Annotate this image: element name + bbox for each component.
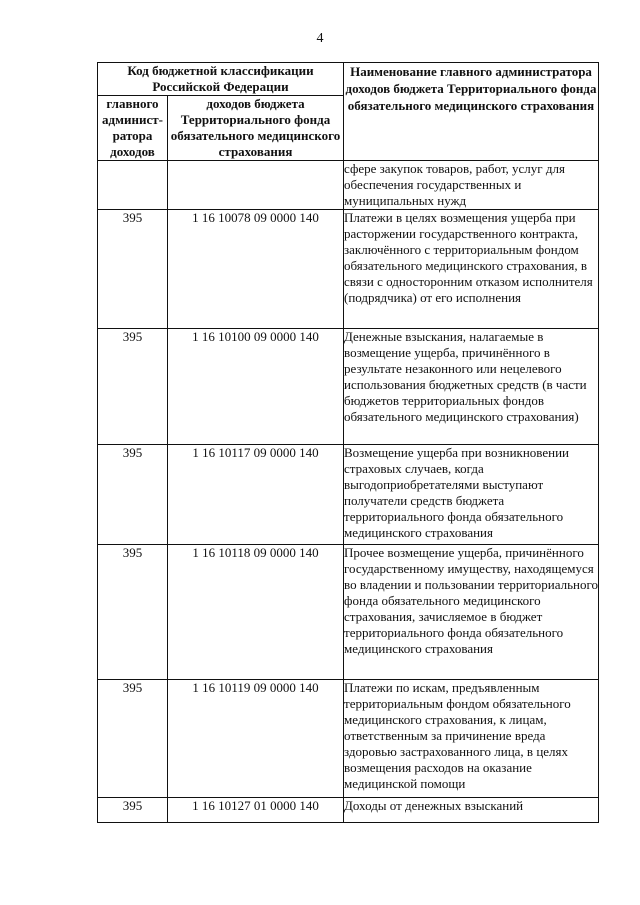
revenue-name-cell: Платежи в целях возмещения ущерба при расторжении государственного контракта, заключённого с территориальным фондом обязательного медицинского страхования, в связи с односторонним отказом исполнителя (подрядчика) от его исполнения [344, 210, 599, 329]
table-row [98, 445, 599, 545]
table-row [98, 798, 599, 823]
header-budget-code-group: Код бюджетной классификации Российской Федерации [98, 63, 344, 96]
admin-code-cell [98, 161, 168, 210]
revenue-name-cell: сфере закупок товаров, работ, услуг для обеспечения государственных и муниципальных нужд [344, 161, 599, 210]
admin-code-cell: 395 [98, 210, 168, 329]
admin-code-cell: 395 [98, 545, 168, 680]
revenue-name-cell: Доходы от денежных взысканий [344, 798, 599, 823]
header-main-administrator: главного админист-ратора доходов [98, 96, 168, 161]
revenue-code-cell: 1 16 10119 09 0000 140 [168, 680, 344, 798]
revenue-code-cell: 1 16 10127 01 0000 140 [168, 798, 344, 823]
admin-code-cell: 395 [98, 445, 168, 545]
table-row [98, 545, 599, 680]
table-row [98, 329, 599, 445]
admin-code-cell: 395 [98, 680, 168, 798]
revenue-code-cell [168, 161, 344, 210]
revenue-code-cell: 1 16 10118 09 0000 140 [168, 545, 344, 680]
revenue-name-cell: Возмещение ущерба при возникновении страховых случаев, когда выгодоприобретателями выступают получатели средств бюджета территориального фонда обязательного медицинского страхования [344, 445, 599, 545]
revenue-name-cell: Денежные взыскания, налагаемые в возмещение ущерба, причинённого в результате незаконного или нецелевого использования бюджетных средств (в части бюджетов территориальных фондов обязательного медицинского страхования) [344, 329, 599, 445]
page-number: 4 [316, 31, 324, 46]
table-row [98, 161, 599, 210]
revenue-name-cell: Прочее возмещение ущерба, причинённого государственному имуществу, находящемуся во владении и пользовании территориального фонда обязательного медицинского страхования, зачисляемое в бюджет территориального фонда обязательного медицинского страхования [344, 545, 599, 680]
revenue-code-cell: 1 16 10117 09 0000 140 [168, 445, 344, 545]
revenue-name-cell: Платежи по искам, предъявленным территориальным фондом обязательного медицинского страхования, к лицам, ответственным за причинение вреда здоровью застрахованного лица, в целях возмещения расходов на оказание медицинской помощи [344, 680, 599, 798]
revenue-code-cell: 1 16 10100 09 0000 140 [168, 329, 344, 445]
admin-code-cell: 395 [98, 329, 168, 445]
budget-classification-table [97, 62, 599, 823]
header-revenue-code: доходов бюджета Территориального фонда обязательного медицинского страхования [168, 96, 344, 161]
header-administrator-name: Наименование главного администратора доходов бюджета Территориального фонда обязательного медицинского страхования [344, 63, 599, 161]
table-header-row [98, 63, 599, 96]
table-row [98, 680, 599, 798]
table-row [98, 210, 599, 329]
revenue-code-cell: 1 16 10078 09 0000 140 [168, 210, 344, 329]
admin-code-cell: 395 [98, 798, 168, 823]
